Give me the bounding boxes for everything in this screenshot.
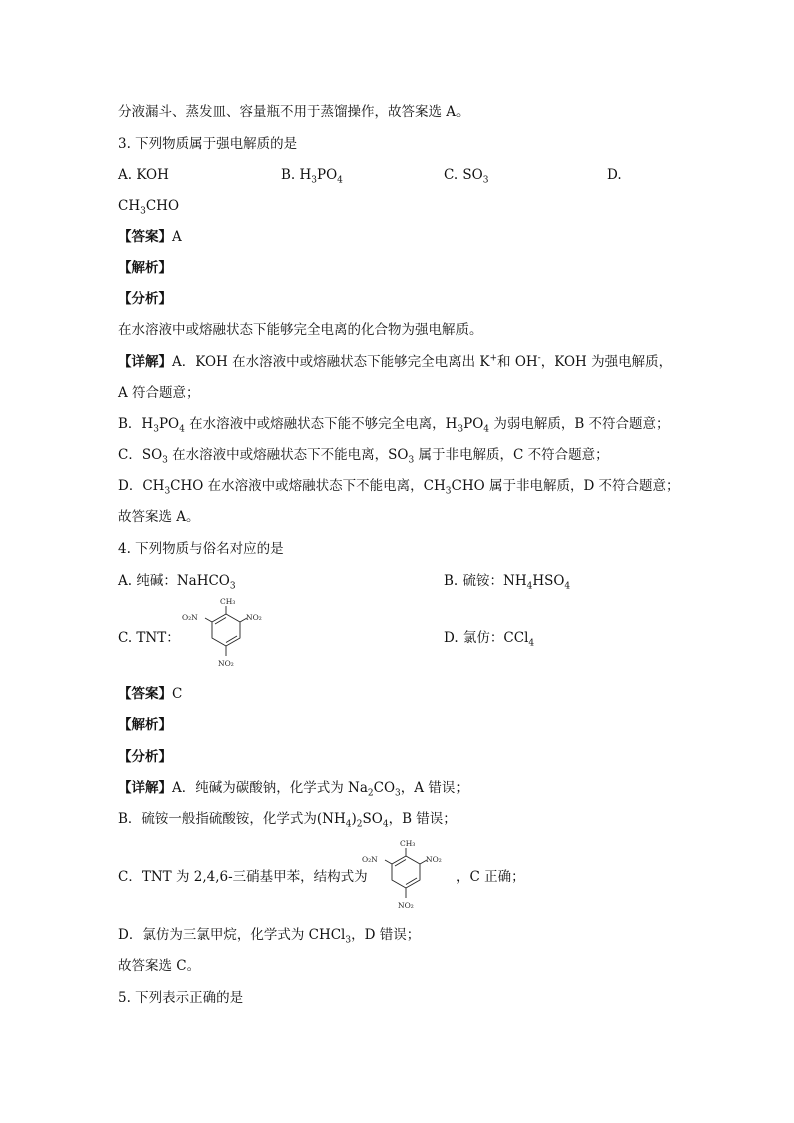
- sub: 4: [526, 581, 533, 592]
- ch3-label: CH₃: [400, 839, 416, 848]
- sub: 4: [337, 175, 343, 186]
- text: 在水溶液中或熔融状态下不能电离，SO: [167, 447, 409, 463]
- label: 【详解】: [118, 780, 172, 796]
- ch3-label: CH₃: [220, 597, 236, 606]
- text: HSO: [532, 573, 565, 589]
- sub: 3: [140, 206, 146, 217]
- q3-option-d: D.: [607, 167, 622, 183]
- sub: 2: [367, 788, 374, 799]
- text: CO: [373, 780, 396, 796]
- text: SO: [362, 811, 383, 827]
- sub: 3: [229, 581, 236, 592]
- sub: 4: [382, 819, 389, 830]
- sub: 4: [345, 819, 352, 830]
- label: 【答案】: [118, 686, 172, 702]
- text: B．H: [118, 416, 154, 432]
- q3-detail-c: [118, 446, 609, 464]
- sub: 3: [311, 175, 318, 186]
- q4-answer: [118, 685, 182, 703]
- sub: 2: [356, 819, 363, 830]
- text: B．硫铵一般指硫酸铵，化学式为(NH: [118, 811, 346, 827]
- q4-detail-c: [118, 868, 368, 886]
- text: CHO 在水溶液中或熔融状态下不能电离，CH: [170, 478, 446, 494]
- text: A．纯碱为碳酸钠，化学式为 Na: [172, 780, 368, 796]
- q4-detail-d: [118, 926, 420, 944]
- value: A: [172, 229, 182, 245]
- text: ，KOH 为强电解质，: [540, 354, 673, 370]
- sub: 3: [395, 788, 401, 799]
- q4-detail-a: [118, 779, 469, 797]
- text: D. 氯仿：CCl: [444, 630, 529, 646]
- q3-option-b: [281, 166, 343, 184]
- text: CHO 属于非电解质，D 不符合题意；: [451, 478, 680, 494]
- q4-detail-b: [118, 810, 457, 828]
- sub: 3: [482, 175, 489, 186]
- q4-option-d: [444, 629, 534, 647]
- text: D．氯仿为三氯甲烷，化学式为 CHCl: [118, 927, 346, 943]
- q3-option-d-content: [118, 197, 179, 215]
- q3-answer: [118, 228, 182, 246]
- text: B. 硫铵：NH: [444, 573, 527, 589]
- q3-detail-a: [118, 353, 672, 371]
- text: PO: [158, 416, 180, 432]
- text: ，D 错误；: [351, 927, 421, 943]
- text: PO: [463, 416, 484, 432]
- q4-option-a: [118, 572, 236, 590]
- text: ): [351, 811, 357, 827]
- text: ，A 错误；: [400, 780, 469, 796]
- no2-bottom-label: NO₂: [398, 901, 414, 910]
- text: CHO: [145, 198, 180, 214]
- q4-detail-c-end: ，C 正确；: [456, 869, 525, 885]
- no2-right-label: NO₂: [246, 613, 262, 622]
- q3-stem: 3. 下列物质属于强电解质的是: [118, 136, 298, 152]
- text: 和 OH: [497, 354, 538, 370]
- text: CH: [118, 198, 141, 214]
- sub: 3: [164, 486, 171, 497]
- q3-conclusion: 故答案选 A。: [118, 509, 200, 525]
- intro-line: 分液漏斗、蒸发皿、容量瓶不用于蒸馏操作，故答案选 A。: [118, 104, 470, 120]
- q4-option-b: [444, 572, 570, 590]
- sub: 3: [457, 424, 464, 435]
- label: 【详解】: [118, 354, 172, 370]
- sup: +: [489, 353, 498, 364]
- text: C．TNT 为 2,4,6-三硝基甲苯，结构式为: [118, 869, 368, 885]
- sub: 4: [483, 424, 490, 435]
- tnt-structure-option: [180, 596, 270, 672]
- text: D．CH: [118, 478, 165, 494]
- q3-option-a: A. KOH: [118, 167, 169, 183]
- q5-stem: 5. 下列表示正确的是: [118, 990, 244, 1006]
- text: A. 纯碱：NaHCO: [118, 573, 230, 589]
- q4-conclusion: 故答案选 C。: [118, 958, 201, 974]
- q3-fenxi-text: 在水溶液中或熔融状态下能够完全电离的化合物为强电解质。: [118, 322, 483, 338]
- text: PO: [317, 167, 338, 183]
- sub: 4: [528, 638, 535, 649]
- q4-fenxi-heading: 【分析】: [118, 749, 172, 765]
- text: 为弱电解质，B 不符合题意；: [489, 416, 670, 432]
- sub: 3: [153, 424, 159, 435]
- label: 【答案】: [118, 229, 172, 245]
- q3-fenxi-heading: 【分析】: [118, 291, 172, 307]
- no2-left-label: O₂N: [182, 613, 198, 622]
- q3-option-c: [444, 166, 488, 184]
- value: C: [172, 686, 183, 702]
- q3-detail-a-cont: A 符合题意；: [118, 385, 200, 401]
- no2-left-label: O₂N: [362, 855, 378, 864]
- text: C. SO: [444, 167, 483, 183]
- sub: 3: [445, 486, 452, 497]
- text: 属于非电解质，C 不符合题意；: [414, 447, 609, 463]
- sub: 4: [564, 581, 571, 592]
- q4-jiexi-heading: 【解析】: [118, 717, 172, 733]
- no2-right-label: NO₂: [426, 855, 442, 864]
- q4-option-c: C. TNT：: [118, 630, 180, 646]
- q4-stem: 4. 下列物质与俗名对应的是: [118, 541, 284, 557]
- sub: 3: [345, 935, 352, 946]
- q3-detail-d: [118, 477, 680, 495]
- q3-detail-b: [118, 415, 670, 433]
- no2-bottom-label: NO₂: [218, 659, 234, 668]
- text: 在水溶液中或熔融状态下能不够完全电离，H: [184, 416, 458, 432]
- text: C．SO: [118, 447, 163, 463]
- tnt-structure-detail: [360, 838, 450, 914]
- sup: -: [537, 353, 541, 364]
- text: ，B 错误；: [388, 811, 457, 827]
- text: B. H: [281, 167, 312, 183]
- sub: 3: [408, 455, 415, 466]
- text: A．KOH 在水溶液中或熔融状态下能够完全电离出 K: [172, 354, 490, 370]
- sub: 4: [179, 424, 185, 435]
- sub: 3: [162, 455, 168, 466]
- q3-jiexi-heading: 【解析】: [118, 260, 172, 276]
